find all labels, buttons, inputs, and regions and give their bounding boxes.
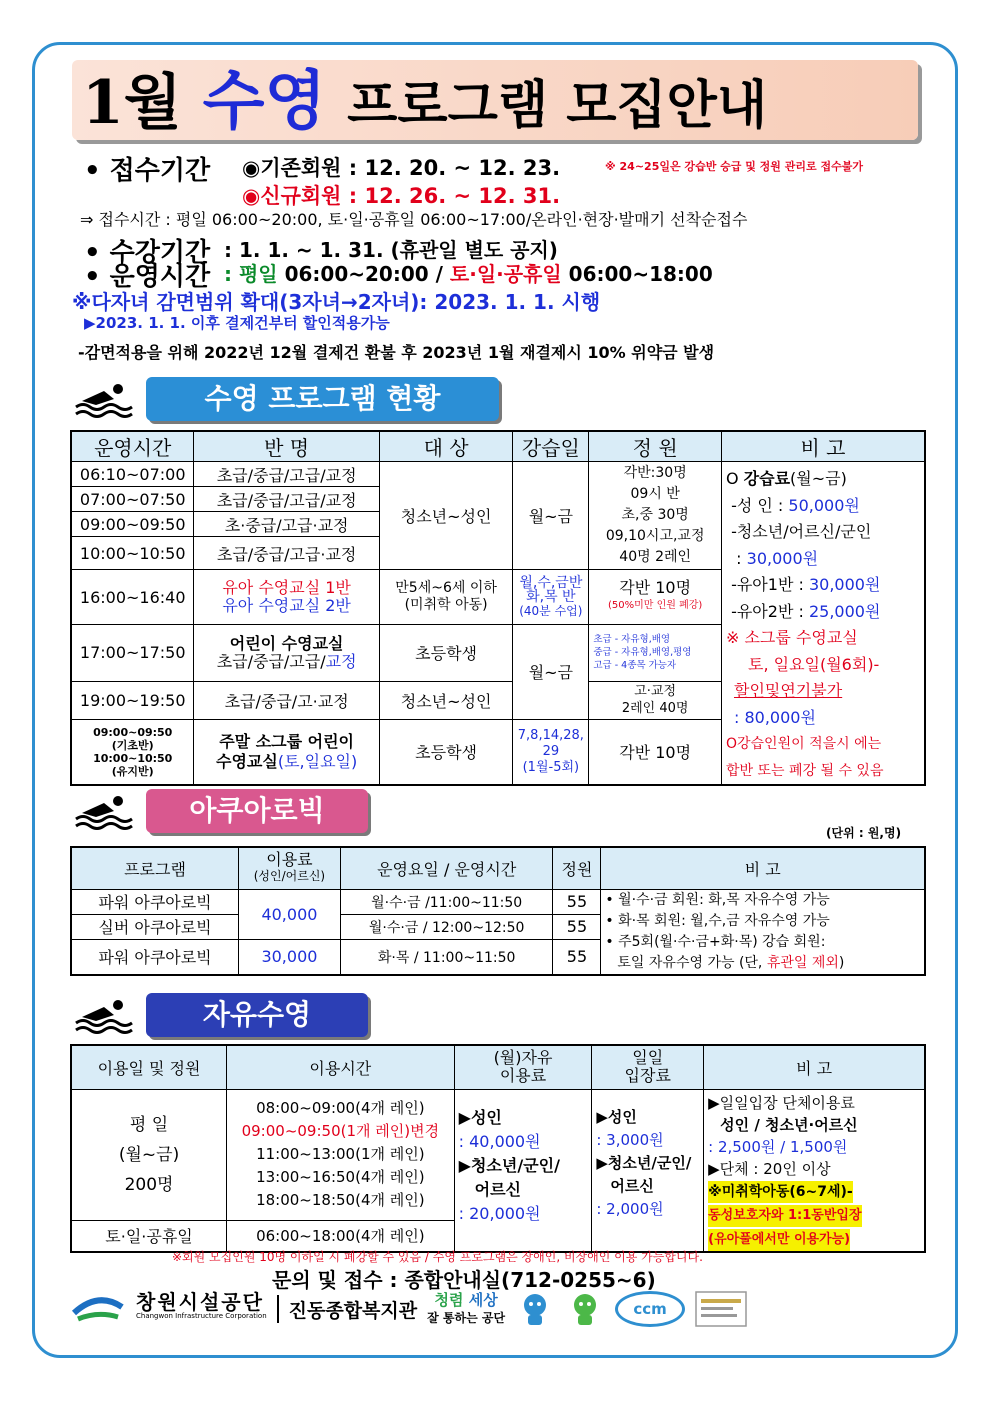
mascot-icon [515,1289,555,1329]
reg-time: ⇒ 접수시간 : 평일 06:00~20:00, 토·일·공휴일 06:00~17:00/온라인·현장·발매기 선착순접수 [80,210,748,229]
reg-existing-note: ※ 24~25일은 강습반 승급 및 정원 관리로 접수불가 [605,160,863,173]
mascot-green-icon [565,1289,605,1329]
operation-hours: : 평일 06:00~20:00 / 토·일·공휴일 06:00~18:00 [224,262,713,286]
org2-name: 진동종합복지관 [288,1299,418,1322]
discount-main: ※다자녀 감면범위 확대(3자녀→2자녀): 2023. 1. 1. 시행 [72,290,601,314]
swim-notes: O 강습료(월~금) -성 인 : 50,000원 -청소년/어르신/군인 : 30,000원 -유아1반 : 30,000원 -유아2반 : 25,000원 ※ 소그룹 수영교실 토, 일요일(월6회)- 할인및연기불가 : 80,000원 O강습인원이 적을시 에는 합반 또는 폐강 될 수 있음 [721,462,925,786]
swimmer-icon [74,379,134,419]
swimmer-icon [74,791,134,831]
footer-logos [70,1286,920,1332]
aqua-unit: (단위 : 원,명) [826,826,902,840]
certification-icon [695,1291,747,1327]
integrity-slogan: 청렴 세상 잘 통하는 공단 [427,1291,506,1325]
period-value: : 1. 1. ~ 1. 31. (휴관일 별도 공지) [224,238,558,262]
swim-section-heading: 수영 프로그램 현황 [74,376,499,422]
page-title: 1월 수영 프로그램 모집안내 [82,65,768,139]
footer-contact: 문의 및 접수 : 종합안내실(712-0255~6) [272,1268,656,1292]
free-swim-section-heading: 자유수영 [74,992,368,1038]
title-highlight: 수영 [202,65,327,139]
operation-label: • 운영시간 [84,262,211,292]
reg-label: • 접수기간 [84,156,211,186]
reg-existing: ◉기존회원 : 12. 20. ~ 12. 23. [242,156,561,180]
aqua-section-heading: 아쿠아로빅 [74,788,368,834]
swim-program-table: 운영시간 반 명 대 상 강습일 정 원 비 고 06:10~07:00 초급/중급/고급/교정 청소년~성인 월~금 각반:30명 09시 반 초,중 30명 09,10시고,교정 40명 2레인 O 강습료(월~금) -성 인 : 50,000원 -청소년/어르신/군인 : 30,000원 -유아1반 : 30,000원 -유아2반 : 25,000원 ※ 소그룹 수영교실 토, 일요일(월6회)- 할인및연기불가 : 80,000원 O강습인원이 적을시 에는 합반 또는 폐강 될 수 있음 07:00~07:50 초급/중급/고급/교정 09:00~09:50 초·중급/고급·교정 10:00~10:50 초급/중급/고급·교정 16:00~16:40 유아 수영교실 1반 유아 수영교실 2반 만5세~6세 이하 (미취학 아동) 월,수,금반 화,목 반 (40분 수업) 각반 10명 (50%미만 인원 폐강) 17:00~17:50 어린이 수영교실 초급/중급/고급/교정 초등학생 월~금 초급 - 자유형,배영 중급 - 자유형,배영,평영 고급 - 4종목 가능자 19:00~19:50 초급/중급/고·교정 청소년~성인 고·교정 2레인 40명 09:00~09:50 (기초반) 10:00~10:50 (유지반) 주말 소그룹 어린이 수영교실(토,일요일) 초등학생 7,8,14,28, 29 (1월-5회) 각반 10명 [70,430,926,786]
period-label: • 수강기간 [84,238,211,268]
swimmer-icon [74,995,134,1035]
discount-sub1: ▶2023. 1. 1. 이후 결제건부터 할인적용가능 [84,314,390,332]
aqua-table: 프로그램 이용료 (성인/어르신) 운영요일 / 운영시간 정원 비 고 파워 아쿠아로빅 40,000 월·수·금 /11:00~11:50 55 • 월·수·금 회원: 화,목 자유수영 가능 • 화·목 회원: 월,수,금 자유수영 가능 • 주5회(월·수·금+화·목) 강습 회원: 토일 자유수영 가능 (단, 휴관일 제외) 실버 아쿠아로빅 월·수·금 / 12:00~12:50 55 파워 아쿠아로빅 30,000 화·목 / 11:00~11:50 55 [70,846,926,976]
reg-new: ◉신규회원 : 12. 26. ~ 12. 31. [242,184,561,208]
org1-logo: 창원시설공단 Changwon Infrastructure Corporation [136,1290,267,1320]
ccm-logo: ccm [615,1291,685,1327]
footer-note: ※회원 모집인원 10명 이하일 시 폐강할 수 있음 / 수영 프로그램은 장애인, 비장애인 이용 가능합니다. [172,1250,703,1264]
changwon-logo-icon [70,1291,126,1327]
discount-sub2: -감면적용을 위해 2022년 12월 결제건 환불 후 2023년 1월 재결제시 10% 위약금 발생 [78,343,715,362]
free-swim-table: 이용일 및 정원 이용시간 (월)자유 이용료 일일 입장료 비 고 평 일 (월~금) 200명 08:00~09:00(4개 레인) 09:00~09:50(1개 레인)변경 11:00~13:00(1개 레인) 13:00~16:50(4개 레인) 18:00~18:50(4개 레인) ▶성인 : 40,000원 ▶청소년/군인/ 어르신 : 20,000원 ▶성인 : 3,000원 ▶청소년/군인/ 어르신 : 2,000원 ▶일일입장 단체이용료 성인 / 청소년·어르신 : 2,500원 / 1,500원 ▶단체 : 20인 이상 ※미취학아동(6~7세)- 동성보호자와 1:1동반입장 (유아풀에서만 이용가능) 토·일·공휴일 06:00~18:00(4개 레인) [70,1044,926,1253]
